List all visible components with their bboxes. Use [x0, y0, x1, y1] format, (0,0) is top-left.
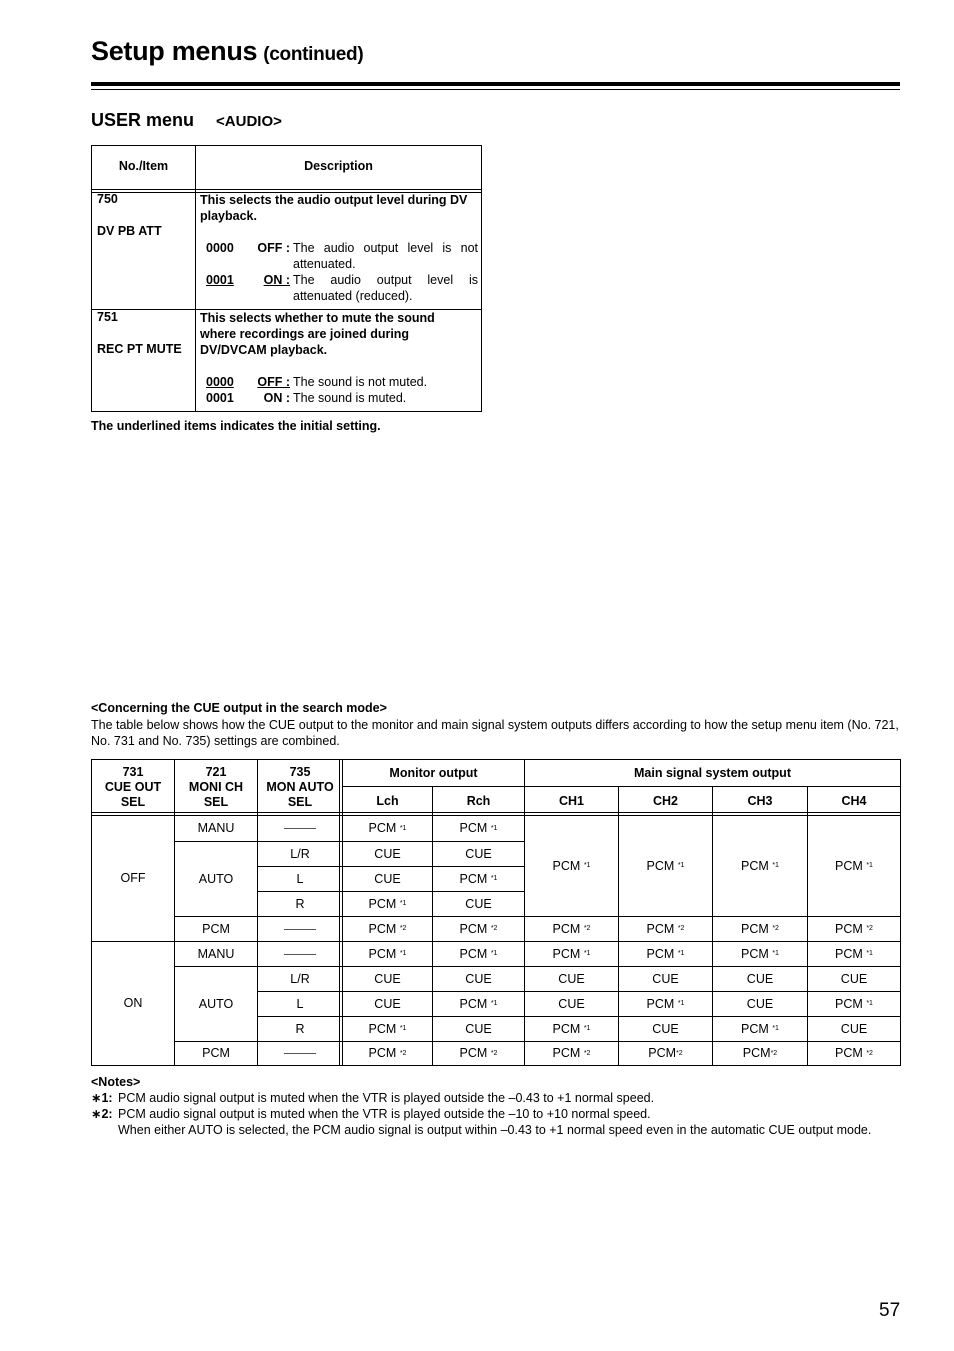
- cell-721-auto: AUTO: [174, 966, 257, 1041]
- cue-output-table: [91, 759, 901, 1066]
- option-code: 0000: [206, 241, 234, 255]
- cell-lch: PCM *1: [342, 941, 432, 966]
- cell-735-lr: L/R: [257, 966, 342, 991]
- cell-735-dash: [257, 916, 342, 941]
- cell-ch3: CUE: [712, 966, 807, 991]
- header-ch2: CH2: [618, 786, 712, 815]
- menu-table: [91, 145, 482, 412]
- menu-row-item: REC PT MUTE: [97, 342, 182, 356]
- option-text: The audio output level is attenuated (reduced).: [293, 273, 478, 303]
- note-marker: ∗2:: [91, 1107, 113, 1121]
- option-label: OFF :: [257, 241, 290, 255]
- header-ch3: CH3: [712, 786, 807, 815]
- option-code: 0001: [206, 391, 234, 405]
- cell-721-manu: MANU: [174, 815, 257, 841]
- cell-rch: PCM *1: [432, 991, 524, 1016]
- cell-ch3: PCM *1: [712, 941, 807, 966]
- cell-rch: CUE: [432, 891, 524, 916]
- cell-ch3: PCM *2: [712, 916, 807, 941]
- menu-col-header-description: Description: [304, 159, 373, 173]
- cell-ch1: PCM *1: [524, 941, 618, 966]
- cell-lch: CUE: [342, 991, 432, 1016]
- cell-ch1: PCM *2: [524, 1041, 618, 1066]
- cell-ch4: PCM *1: [807, 941, 901, 966]
- option-code: 0000: [206, 375, 234, 389]
- cell-ch1: PCM *1: [524, 1016, 618, 1041]
- page-title-suffix: (continued): [263, 44, 364, 65]
- cell-731-off: OFF: [91, 815, 174, 941]
- cell-lch: CUE: [342, 966, 432, 991]
- cue-section-intro: The table below shows how the CUE output to the monitor and main signal system outputs differs according to how the setup menu item (No. 721, No. 731 and No. 735) settings are combined.: [91, 718, 899, 748]
- note-item: [91, 1106, 903, 1122]
- notes: [91, 1074, 903, 1138]
- cell-731-on: ON: [91, 941, 174, 1066]
- title-rule-thin: [91, 89, 900, 90]
- cell-ch1: CUE: [524, 991, 618, 1016]
- initial-setting-note: The underlined items indicates the initial setting.: [91, 419, 381, 433]
- cell-rch: PCM *1: [432, 815, 524, 841]
- header-721: 721 MONI CH SEL: [174, 759, 257, 815]
- cell-ch1: PCM *1: [524, 815, 618, 916]
- cell-ch1: PCM *2: [524, 916, 618, 941]
- cell-ch1: CUE: [524, 966, 618, 991]
- cell-ch2: CUE: [618, 966, 712, 991]
- cell-lch: PCM *1: [342, 891, 432, 916]
- cell-735-l: L: [257, 866, 342, 891]
- menu-row-number: 751: [97, 310, 118, 324]
- cell-735-dash: [257, 815, 342, 841]
- note-extra: [91, 1122, 903, 1138]
- cell-lch: CUE: [342, 841, 432, 866]
- header-ch4: CH4: [807, 786, 901, 815]
- cell-lch: CUE: [342, 866, 432, 891]
- cell-735-dash: [257, 1041, 342, 1066]
- cell-rch: CUE: [432, 966, 524, 991]
- cue-section-heading: <Concerning the CUE output in the search mode>: [91, 701, 387, 715]
- cell-lch: PCM *2: [342, 1041, 432, 1066]
- cell-721-pcm: PCM: [174, 916, 257, 941]
- title-rule: [91, 82, 900, 86]
- cell-721-manu: MANU: [174, 941, 257, 966]
- section-tag: <AUDIO>: [216, 113, 282, 130]
- header-731: 731 CUE OUT SEL: [91, 759, 174, 815]
- note-text: When either AUTO is selected, the PCM audio signal is output within –0.43 to +1 normal speed even in the automatic CUE output mode.: [118, 1123, 872, 1137]
- page-number: 57: [879, 1300, 901, 1321]
- cell-ch2: PCM *2: [618, 1041, 712, 1066]
- cell-rch: PCM *1: [432, 941, 524, 966]
- cell-rch: CUE: [432, 1016, 524, 1041]
- note-marker: ∗1:: [91, 1091, 113, 1105]
- header-lch: Lch: [342, 786, 432, 815]
- cell-ch2: PCM *1: [618, 815, 712, 916]
- cell-ch4: PCM *1: [807, 815, 901, 916]
- option-text: The audio output level is not attenuated.: [293, 241, 478, 271]
- cell-rch: PCM *2: [432, 916, 524, 941]
- cell-721-auto: AUTO: [174, 841, 257, 916]
- menu-col-header-item: No./Item: [118, 159, 169, 173]
- cell-ch2: PCM *2: [618, 916, 712, 941]
- cell-ch4: PCM *2: [807, 916, 901, 941]
- option-label: OFF :: [257, 375, 290, 389]
- option-text: The sound is not muted.: [293, 375, 428, 389]
- cell-ch3: PCM *1: [712, 1016, 807, 1041]
- cell-lch: PCM *1: [342, 815, 432, 841]
- page-title: [91, 36, 363, 67]
- cell-ch3: PCM *2: [712, 1041, 807, 1066]
- cell-735-dash: [257, 941, 342, 966]
- option-text: The sound is muted.: [293, 391, 407, 405]
- header-monitor-output: Monitor output: [342, 759, 524, 786]
- cell-ch2: CUE: [618, 1016, 712, 1041]
- cell-lch: PCM *1: [342, 1016, 432, 1041]
- cell-lch: PCM *2: [342, 916, 432, 941]
- cell-ch4: PCM *1: [807, 991, 901, 1016]
- option-label: ON :: [263, 391, 290, 405]
- cell-ch3: CUE: [712, 991, 807, 1016]
- option-code: 0001: [206, 273, 234, 287]
- cell-rch: PCM *1: [432, 866, 524, 891]
- section-title: USER menu: [91, 110, 195, 130]
- header-735: 735 MON AUTO SEL: [257, 759, 342, 815]
- cell-ch2: PCM *1: [618, 991, 712, 1016]
- note-item: [91, 1090, 903, 1106]
- cell-735-r: R: [257, 1016, 342, 1041]
- header-ch1: CH1: [524, 786, 618, 815]
- cell-735-r: R: [257, 891, 342, 916]
- menu-row-number: 750: [97, 192, 118, 206]
- menu-row-description: This selects whether to mute the sound where recordings are joined during DV/DVCAM playback.: [200, 311, 435, 357]
- cell-ch4: CUE: [807, 1016, 901, 1041]
- note-text: PCM audio signal output is muted when the VTR is played outside the –10 to +10 normal speed.: [118, 1107, 651, 1121]
- cell-ch4: PCM *2: [807, 1041, 901, 1066]
- cell-ch2: PCM *1: [618, 941, 712, 966]
- header-main-signal-output: Main signal system output: [524, 759, 901, 786]
- menu-row-item: DV PB ATT: [97, 224, 162, 238]
- option-label: ON :: [263, 273, 290, 287]
- notes-heading: <Notes>: [91, 1075, 141, 1089]
- cell-735-l: L: [257, 991, 342, 1016]
- cell-ch3: PCM *1: [712, 815, 807, 916]
- page-title-main: Setup menus: [91, 36, 258, 66]
- cell-rch: PCM *2: [432, 1041, 524, 1066]
- note-text: PCM audio signal output is muted when the VTR is played outside the –0.43 to +1 normal speed.: [118, 1091, 655, 1105]
- cell-rch: CUE: [432, 841, 524, 866]
- cell-735-lr: L/R: [257, 841, 342, 866]
- cell-ch4: CUE: [807, 966, 901, 991]
- menu-row-description: This selects the audio output level during DV playback.: [200, 193, 468, 223]
- header-rch: Rch: [432, 786, 524, 815]
- cell-721-pcm: PCM: [174, 1041, 257, 1066]
- section-heading: [91, 110, 282, 131]
